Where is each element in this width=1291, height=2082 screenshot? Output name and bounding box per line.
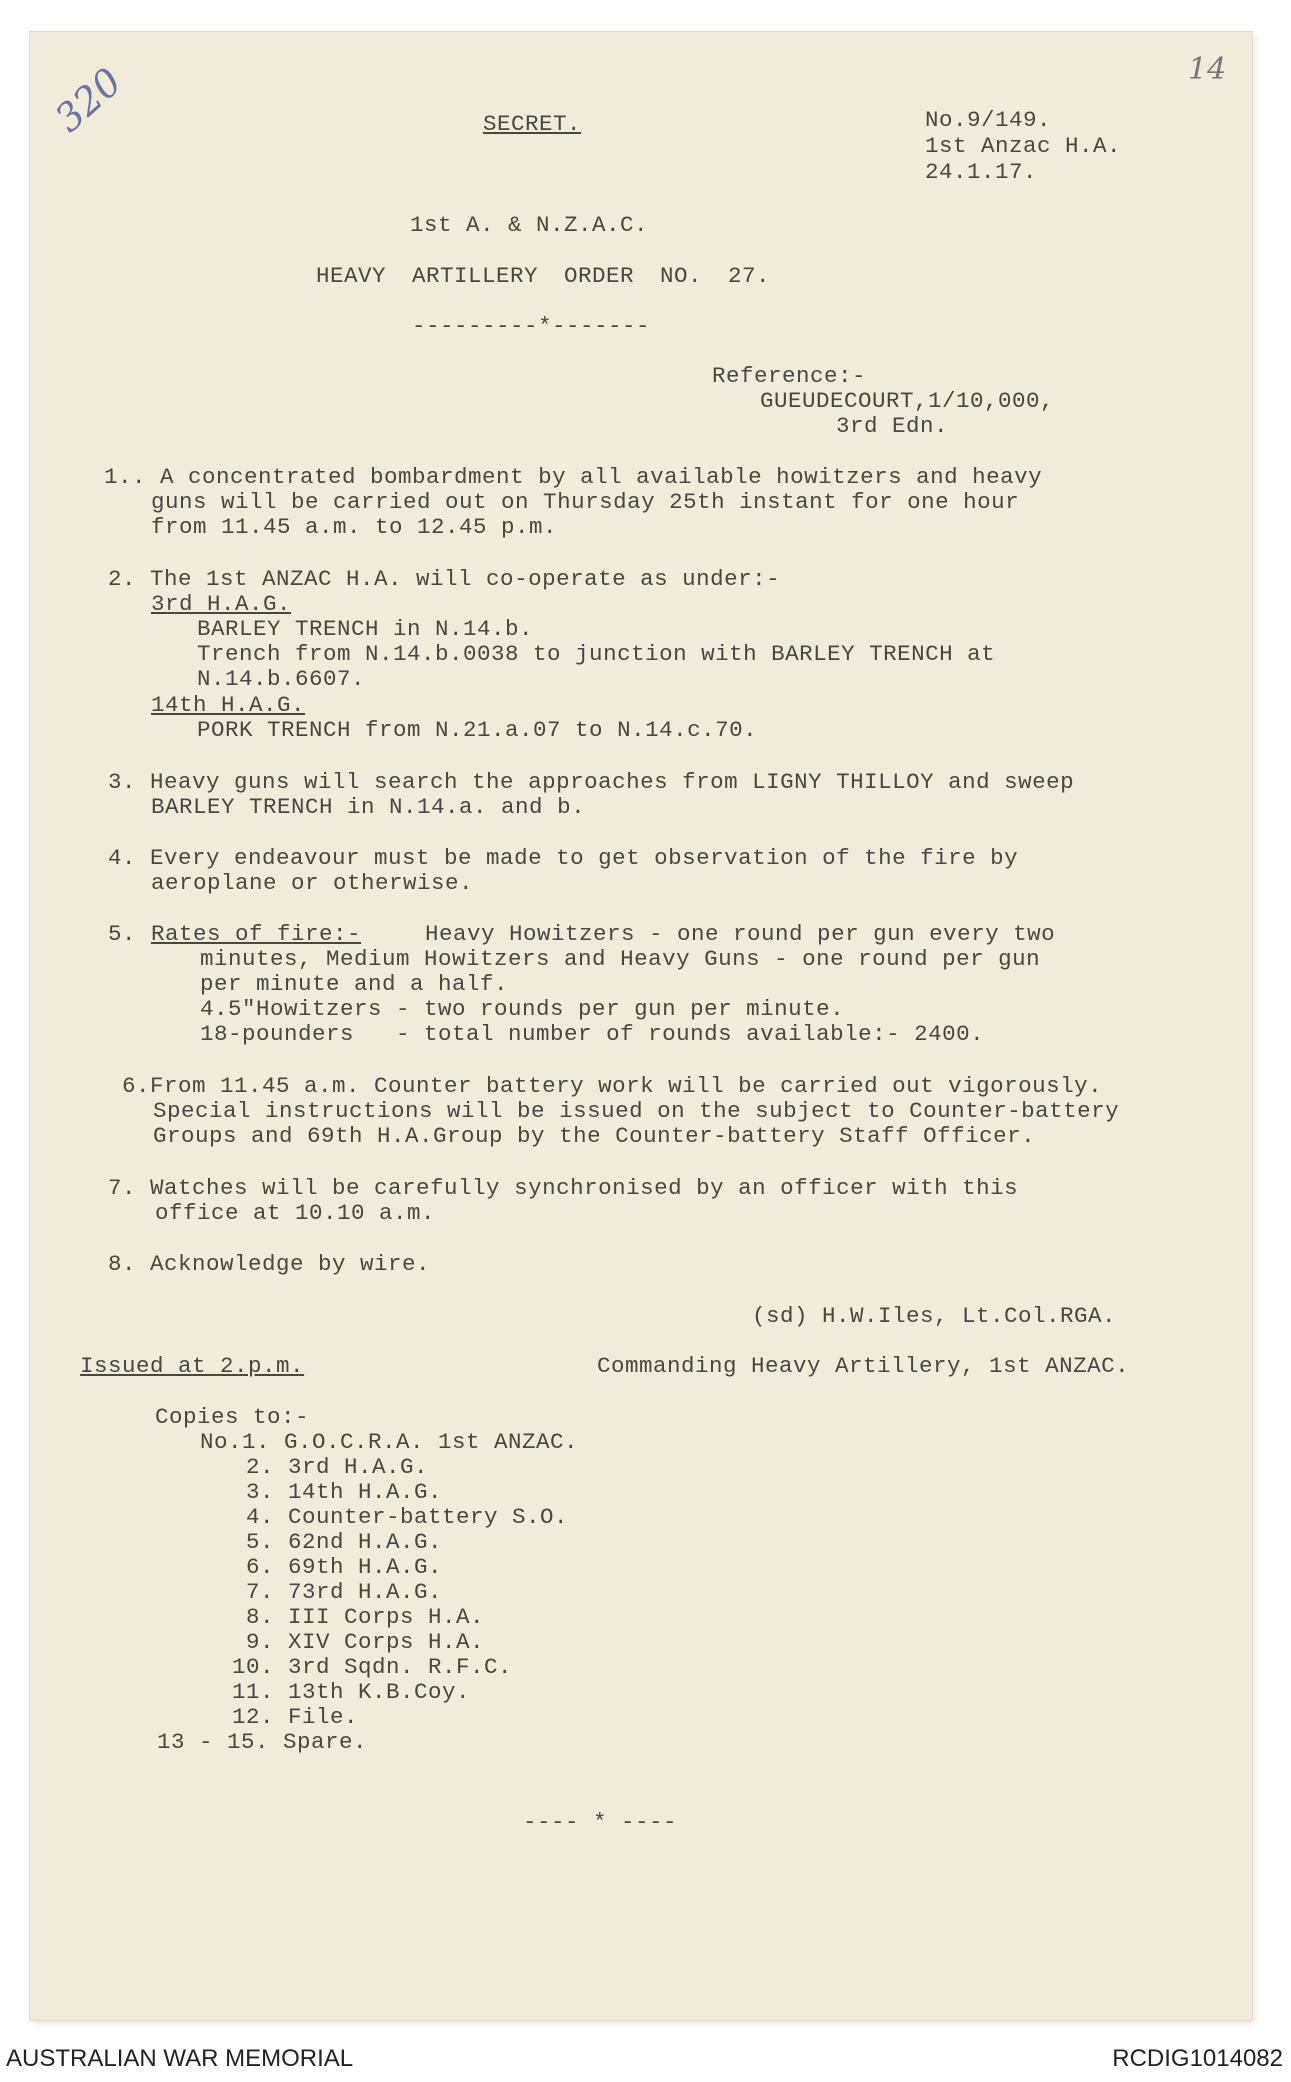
copy-item: 11. 13th K.B.Coy. (232, 1679, 471, 1705)
classification-marking: SECRET. (483, 111, 582, 137)
para-1-line-1: 1.. A concentrated bombardment by all available howitzers and heavy (104, 464, 1043, 490)
para-7-line-2: office at 10.10 a.m. (155, 1200, 436, 1226)
signature-name: (sd) H.W.Iles, Lt.Col.RGA. (752, 1303, 1117, 1329)
para-4-line-2: aeroplane or otherwise. (151, 870, 474, 896)
footer-record-id: RCDIG1014082 (1112, 2045, 1283, 2072)
map-reference-label: Reference:- (712, 363, 867, 389)
end-separator: ---- * ---- (523, 1809, 678, 1835)
copy-item: 8. III Corps H.A. (246, 1604, 485, 1630)
para-2-3rd-hag-line-2: Trench from N.14.b.0038 to junction with BARLEY TRENCH at (197, 641, 996, 667)
para-2-14th-hag-line-1: PORK TRENCH from N.21.a.07 to N.14.c.70. (197, 717, 758, 743)
para-8: 8. Acknowledge by wire. (108, 1251, 431, 1277)
para-6-line-2: Special instructions will be issued on the subject to Counter-battery (153, 1098, 1120, 1124)
para-4-line-1: 4. Every endeavour must be made to get observation of the fire by (108, 845, 1019, 871)
copy-item: 4. Counter-battery S.O. (246, 1504, 569, 1530)
copy-item: 12. File. (232, 1704, 359, 1730)
reference-number: No.9/149. (925, 107, 1052, 133)
issued-time: Issued at 2.p.m. (80, 1353, 305, 1379)
para-6-line-3: Groups and 69th H.A.Group by the Counter-battery Staff Officer. (153, 1123, 1036, 1149)
para-5-line-2: minutes, Medium Howitzers and Heavy Guns - one round per gun (200, 946, 1041, 972)
copy-item: 6. 69th H.A.G. (246, 1554, 443, 1580)
para-5-label: Rates of fire:- (151, 921, 362, 947)
order-title: HEAVY ARTILLERY ORDER NO. 27. (316, 263, 771, 289)
para-2-lead: 2. The 1st ANZAC H.A. will co-operate as under:- (108, 566, 781, 592)
copy-item: No.1. G.O.C.R.A. 1st ANZAC. (200, 1429, 579, 1455)
para-3-line-1: 3. Heavy guns will search the approaches from LIGNY THILLOY and sweep (108, 769, 1075, 795)
para-2-group-3rd-hag: 3rd H.A.G. (151, 591, 292, 617)
para-7-line-1: 7. Watches will be carefully synchronised by an officer with this (108, 1175, 1019, 1201)
para-1-line-3: from 11.45 a.m. to 12.45 p.m. (151, 514, 558, 540)
para-5-line-3: per minute and a half. (200, 971, 509, 997)
para-3-line-2: BARLEY TRENCH in N.14.a. and b. (151, 794, 586, 820)
page-corner-number: 14 (1188, 52, 1227, 87)
para-5-line-4: 4.5"Howitzers - two rounds per gun per minute. (200, 996, 845, 1022)
copy-item: 3. 14th H.A.G. (246, 1479, 443, 1505)
para-1-line-2: guns will be carried out on Thursday 25th instant for one hour (151, 489, 1020, 515)
para-5-line-1: Heavy Howitzers - one round per gun every two (425, 921, 1056, 947)
copy-item: 2. 3rd H.A.G. (246, 1454, 429, 1480)
issuing-unit: 1st Anzac H.A. (925, 133, 1122, 159)
map-reference-edition: 3rd Edn. (836, 413, 949, 439)
para-2-3rd-hag-line-1: BARLEY TRENCH in N.14.b. (197, 616, 534, 642)
formation-name: 1st A. & N.Z.A.C. (410, 212, 649, 238)
para-6-line-1: 6.From 11.45 a.m. Counter battery work will be carried out vigorously. (122, 1073, 1103, 1099)
copy-item: 13 - 15. Spare. (157, 1729, 368, 1755)
para-2-3rd-hag-line-3: N.14.b.6607. (197, 666, 366, 692)
para-2-group-14th-hag: 14th H.A.G. (151, 692, 306, 718)
folio-number: 320 (46, 59, 130, 141)
copy-item: 7. 73rd H.A.G. (246, 1579, 443, 1605)
para-5-number: 5. (108, 921, 137, 947)
para-5-line-5: 18-pounders - total number of rounds available:- 2400. (200, 1021, 985, 1047)
copy-item: 10. 3rd Sqdn. R.F.C. (232, 1654, 513, 1680)
header-separator: ---------*------- (412, 313, 651, 339)
copy-item: 9. XIV Corps H.A. (246, 1629, 485, 1655)
map-reference-sheet: GUEUDECOURT,1/10,000, (760, 388, 1055, 414)
copies-heading: Copies to:- (155, 1404, 310, 1430)
copy-item: 5. 62nd H.A.G. (246, 1529, 443, 1555)
order-date: 24.1.17. (925, 159, 1038, 185)
signature-title: Commanding Heavy Artillery, 1st ANZAC. (597, 1353, 1130, 1379)
footer-institution: AUSTRALIAN WAR MEMORIAL (6, 2045, 354, 2072)
